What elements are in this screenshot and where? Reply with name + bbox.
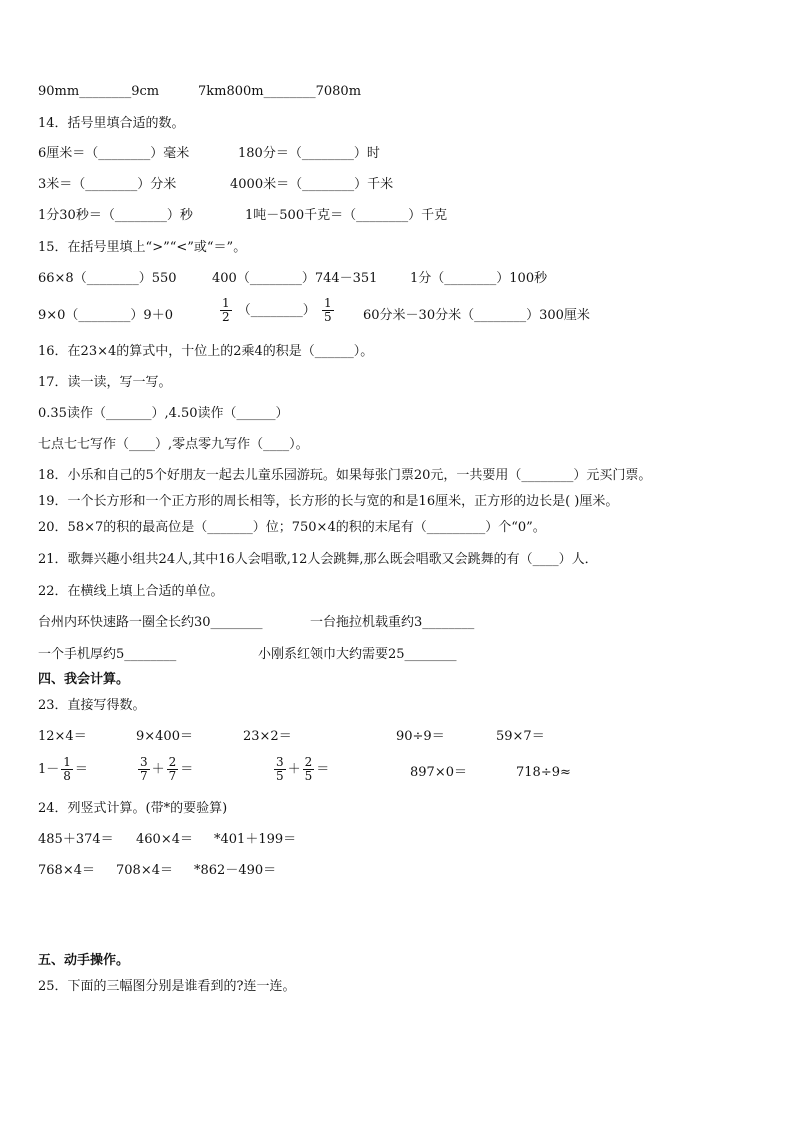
q15-item-a: 66×8（________）550	[38, 271, 177, 286]
fraction-two-sevenths: $\frac{2}{7}$	[168, 755, 177, 783]
fraction-one-eighth: $\frac{1}{8}$	[63, 755, 71, 783]
q14-item-f: 1吨－500千克＝（________）千克	[245, 208, 448, 223]
q15-item-f: 60分米－30分米（________）300厘米	[363, 308, 590, 323]
q24-item-d: 768×4＝	[38, 863, 95, 878]
question-23-title: 23．直接写得数。	[38, 698, 146, 713]
q23-item-b: 9×400＝	[136, 729, 193, 744]
question-16: 16．在23×4的算式中，十位上的2乘4的积是（______）。	[38, 344, 374, 359]
q23-item-d: 90÷9＝	[396, 729, 445, 744]
fraction-two-fifths: $\frac{2}{5}$	[304, 755, 313, 783]
fraction-three-sevenths: $\frac{3}{7}$	[140, 755, 148, 783]
q23-item-c: 23×2＝	[243, 729, 292, 744]
question-17-title: 17．读一读，写一写。	[38, 375, 172, 390]
question-25: 25．下面的三幅图分别是谁看到的?连一连。	[38, 979, 296, 994]
q14-item-d: 4000米＝（________）千米	[230, 177, 394, 192]
q23-item-a: 12×4＝	[38, 729, 87, 744]
q15-item-d: 9×0（________）9＋0	[38, 308, 173, 323]
question-14-title: 14．括号里填合适的数。	[38, 116, 185, 131]
q23-item-i: 897×0＝	[410, 765, 467, 780]
unit-compare-a: 90mm________9cm	[38, 84, 160, 99]
fraction-one-half: $\frac{1}{2}$	[222, 296, 230, 324]
q24-item-c: *401＋199＝	[214, 832, 297, 847]
q14-item-c: 3米＝（________）分米	[38, 177, 177, 192]
q24-item-e: 708×4＝	[116, 863, 173, 878]
q23-item-e: 59×7＝	[496, 729, 545, 744]
q22-item-b: 一台拖拉机载重约3________	[310, 615, 475, 630]
q17-item-b: 七点七七写作（____）,零点零九写作（____）。	[38, 437, 309, 452]
q24-item-b: 460×4＝	[136, 832, 193, 847]
q23-item-f: 1－ $\frac{1}{8}$ ＝	[38, 755, 88, 783]
q24-item-f: *862－490＝	[194, 863, 277, 878]
question-22-title: 22．在横线上填上合适的单位。	[38, 584, 224, 599]
q14-item-e: 1分30秒＝（________）秒	[38, 208, 193, 223]
question-21: 21．歌舞兴趣小组共24人,其中16人会唱歌,12人会跳舞,那么既会唱歌又会跳舞的有（____）人．	[38, 552, 598, 567]
q22-item-a: 台州内环快速路一圈全长约30________	[38, 615, 263, 630]
question-20: 20．58×7的积的最高位是（_______）位；750×4的积的末尾有（_________）个“0”。	[38, 520, 546, 535]
section-5-heading: 五、动手操作。	[38, 953, 130, 968]
q22-item-d: 小刚系红领巾大约需要25________	[258, 647, 457, 662]
section-4-heading: 四、我会计算。	[38, 672, 130, 687]
question-15-title: 15．在括号里填上“>”“<”或“＝”。	[38, 240, 247, 255]
q14-item-a: 6厘米＝（________）毫米	[38, 146, 190, 161]
q15-item-c: 1分（________）100秒	[410, 271, 548, 286]
question-18: 18．小乐和自己的5个好朋友一起去儿童乐园游玩。如果每张门票20元，一共要用（________）元买门票。	[38, 468, 652, 483]
q23-item-h: $\frac{3}{5}$ ＋ $\frac{2}{5}$ ＝	[276, 755, 330, 783]
fraction-one-fifth: $\frac{1}{5}$	[323, 296, 332, 324]
q23-item-g: $\frac{3}{7}$ ＋ $\frac{2}{7}$ ＝	[140, 755, 194, 783]
q15-item-b: 400（________）744－351	[212, 271, 378, 286]
q14-item-b: 180分＝（________）时	[238, 146, 380, 161]
fraction-three-fifths: $\frac{3}{5}$	[276, 755, 284, 783]
q24-item-a: 485＋374＝	[38, 832, 114, 847]
q17-item-a: 0.35读作（_______）,4.50读作（______）	[38, 406, 289, 421]
q23-item-j: 718÷9≈	[516, 765, 571, 780]
question-24-title: 24．列竖式计算。(带*的要验算)	[38, 801, 228, 816]
q15-item-e: $\frac{1}{2}$ （________） $\frac{1}{5}$	[222, 296, 332, 324]
question-19: 19．一个长方形和一个正方形的周长相等，长方形的长与宽的和是16厘米，正方形的边长是( )厘米。	[38, 494, 619, 509]
unit-compare-b: 7km800m________7080m	[198, 84, 362, 99]
q22-item-c: 一个手机厚约5________	[38, 647, 177, 662]
